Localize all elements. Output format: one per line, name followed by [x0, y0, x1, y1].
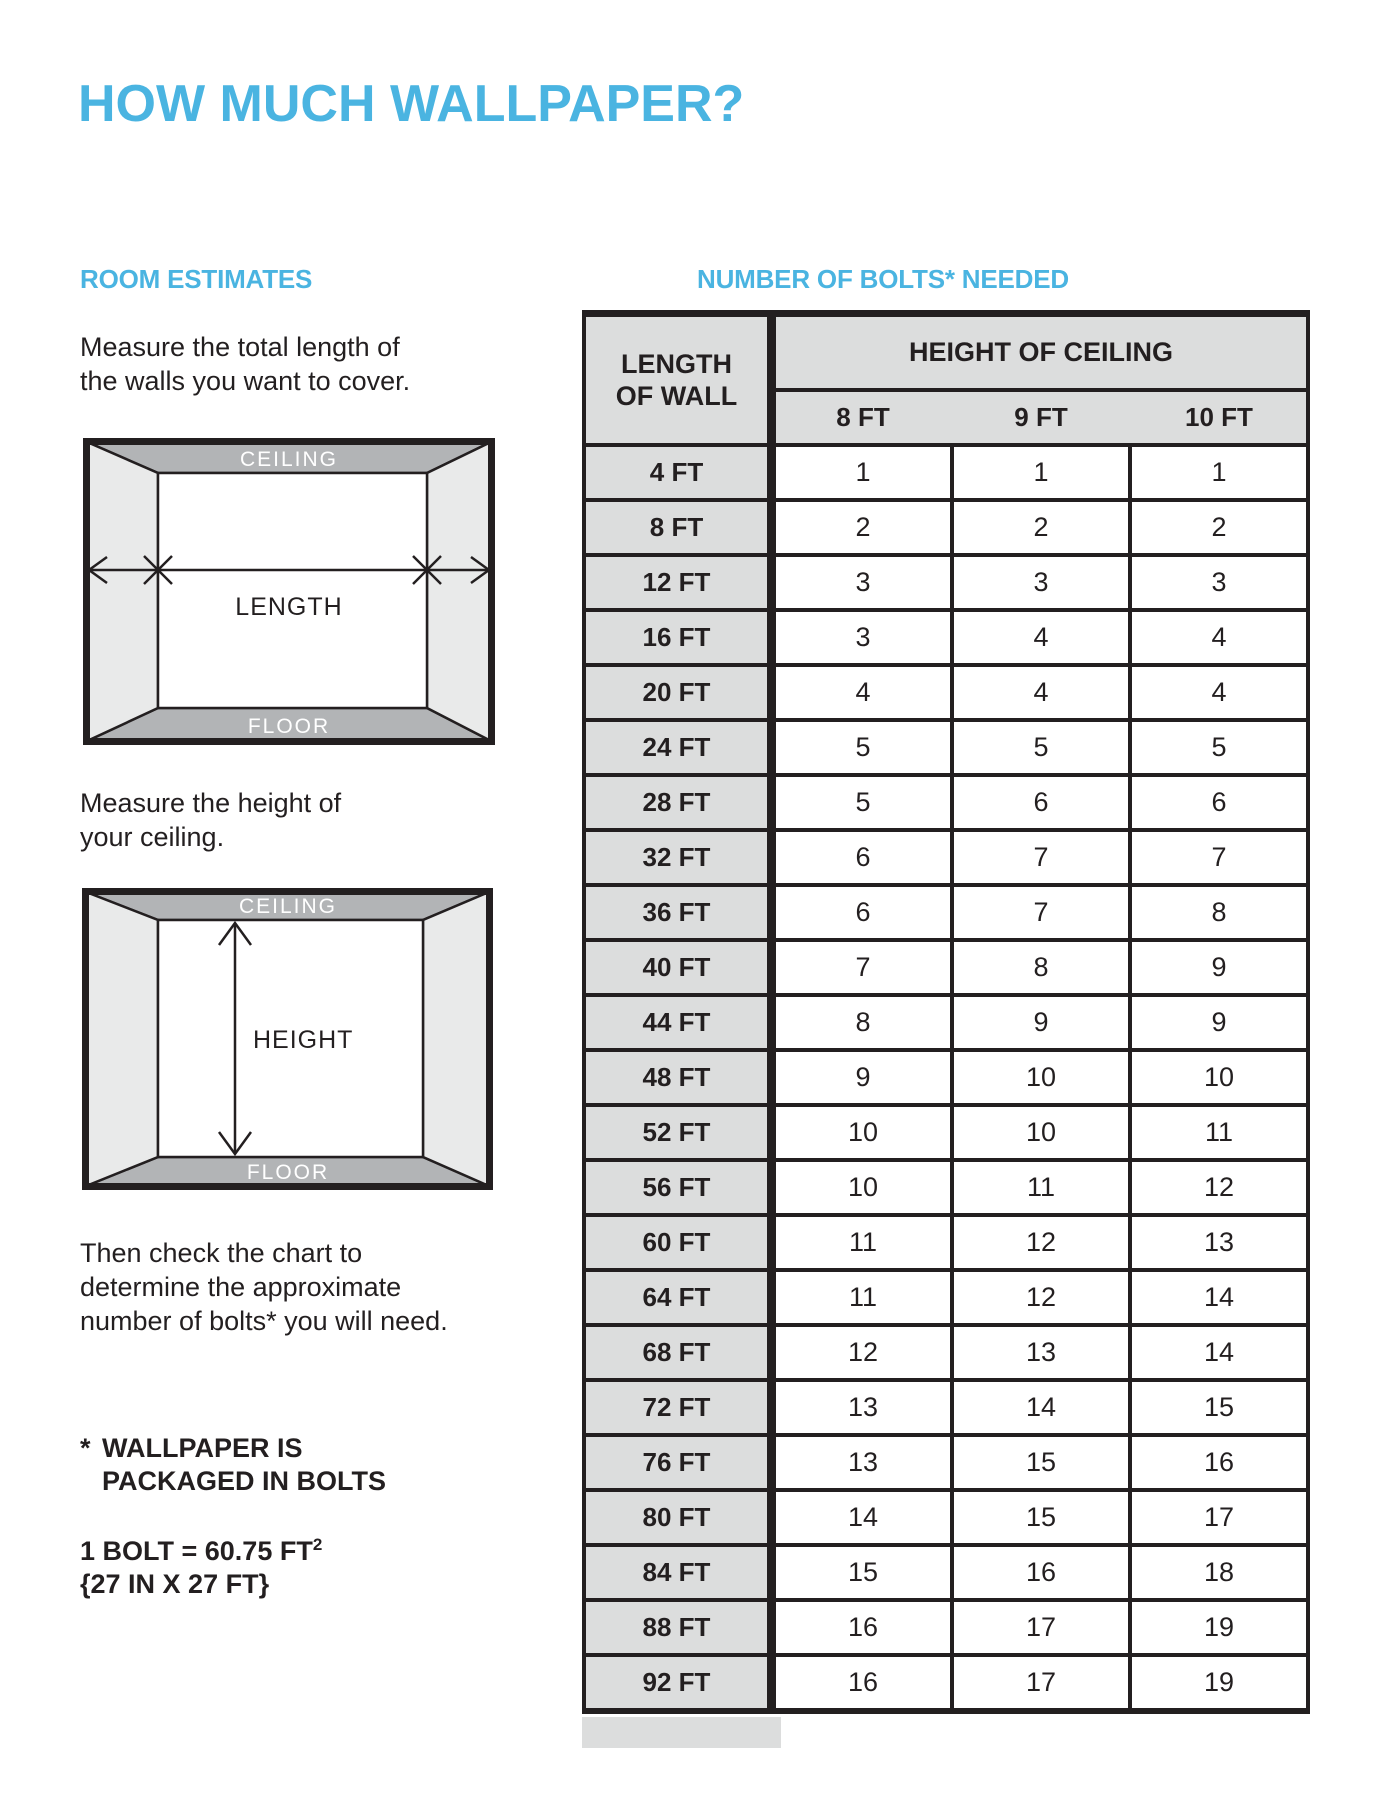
paragraph-line: number of bolts* you will need.: [80, 1306, 448, 1336]
row-label: 88 FT: [586, 1602, 772, 1653]
row-label: 64 FT: [586, 1272, 772, 1323]
table-cell: 14: [776, 1492, 950, 1543]
page-title: HOW MUCH WALLPAPER?: [78, 75, 745, 133]
table-cell: 3: [1132, 557, 1306, 608]
row-label: 80 FT: [586, 1492, 772, 1543]
table-cell: 15: [954, 1437, 1128, 1488]
row-label: 28 FT: [586, 777, 772, 828]
table-cell: 3: [954, 557, 1128, 608]
table-cell: 15: [776, 1547, 950, 1598]
table-cell: 3: [776, 557, 950, 608]
table-cell: 10: [776, 1107, 950, 1158]
footnote-line: PACKAGED IN BOLTS: [102, 1466, 387, 1496]
row-label: 44 FT: [586, 997, 772, 1048]
table-cell: 14: [954, 1382, 1128, 1433]
row-label: 84 FT: [586, 1547, 772, 1598]
table-cell: 17: [954, 1657, 1128, 1708]
table-cell: 3: [776, 612, 950, 663]
row-label: 48 FT: [586, 1052, 772, 1103]
table-cell: 14: [1132, 1327, 1306, 1378]
table-cell: 13: [1132, 1217, 1306, 1268]
paragraph-line: Measure the height of: [80, 788, 342, 818]
table-cell: 7: [776, 942, 950, 993]
length-label: LENGTH: [235, 593, 343, 621]
column-header: 8 FT: [776, 392, 950, 443]
table-cell: 1: [954, 447, 1128, 498]
table-cell: 8: [776, 997, 950, 1048]
row-label: 92 FT: [586, 1657, 772, 1708]
wallpaper-footnote: [80, 1432, 386, 1498]
table-cell: 10: [776, 1162, 950, 1213]
bolt-equation: 1 BOLT = 60.75 $FT^2$: [80, 1535, 323, 1566]
table-cell: 16: [776, 1602, 950, 1653]
ceiling-label: CEILING: [239, 448, 339, 471]
left-wall: [86, 892, 158, 1186]
table-cell: 8: [1132, 887, 1306, 938]
table-cell: 7: [954, 887, 1128, 938]
table-cell: 2: [954, 502, 1128, 553]
table-cell: 10: [954, 1107, 1128, 1158]
table-cell: 1: [1132, 447, 1306, 498]
back-wall: [158, 473, 427, 708]
table-cell: 13: [954, 1327, 1128, 1378]
table-cell: 4: [954, 667, 1128, 718]
table-corner-header: LENGTH OF WALL: [586, 317, 772, 443]
table-cell: 5: [776, 722, 950, 773]
row-label: 60 FT: [586, 1217, 772, 1268]
table-cell: 6: [776, 832, 950, 883]
table-cell: 12: [954, 1217, 1128, 1268]
table-cell: 11: [1132, 1107, 1306, 1158]
table-cell: 5: [954, 722, 1128, 773]
right-wall: [427, 442, 491, 741]
column-headers-row: [776, 392, 1306, 443]
ceiling-label: CEILING: [238, 895, 338, 918]
table-cell: 1: [776, 447, 950, 498]
height-room-diagram: [82, 888, 493, 1190]
table-cell: 15: [1132, 1382, 1306, 1433]
left-wall: [87, 442, 158, 741]
bolt-size-info: [80, 1528, 322, 1601]
paragraph-line: Measure the total length of: [80, 332, 400, 362]
row-label: 56 FT: [586, 1162, 772, 1213]
height-label: HEIGHT: [253, 1026, 354, 1054]
table-cell: 6: [1132, 777, 1306, 828]
table-cell: 4: [1132, 612, 1306, 663]
table-cell: 10: [954, 1052, 1128, 1103]
instruction-height-paragraph: [80, 786, 341, 854]
table-cell: 13: [776, 1437, 950, 1488]
table-cell: 5: [776, 777, 950, 828]
right-wall: [423, 892, 489, 1186]
bolt-dimensions: {27 IN X 27 FT}: [80, 1569, 270, 1599]
ceiling-height-header: HEIGHT OF CEILING: [776, 317, 1306, 388]
squared-superscript: 2: [312, 1535, 323, 1554]
table-cell: 7: [954, 832, 1128, 883]
table-cell: 2: [1132, 502, 1306, 553]
table-cell: 18: [1132, 1547, 1306, 1598]
table-cell: 4: [776, 667, 950, 718]
paragraph-line: the walls you want to cover.: [80, 366, 411, 396]
table-cell: 11: [776, 1272, 950, 1323]
row-label: 12 FT: [586, 557, 772, 608]
table-cell: 12: [776, 1327, 950, 1378]
row-label: 16 FT: [586, 612, 772, 663]
floor-label: FLOOR: [247, 715, 331, 738]
table-cell: 13: [776, 1382, 950, 1433]
row-label: 40 FT: [586, 942, 772, 993]
footnote-text: [102, 1432, 386, 1498]
row-label: 68 FT: [586, 1327, 772, 1378]
table-cell: 16: [1132, 1437, 1306, 1488]
paragraph-line: determine the approximate: [80, 1272, 402, 1302]
row-label: 76 FT: [586, 1437, 772, 1488]
table-cell: 19: [1132, 1602, 1306, 1653]
table-footer-strip: [582, 1717, 781, 1748]
table-cell: 10: [1132, 1052, 1306, 1103]
row-label: 24 FT: [586, 722, 772, 773]
row-label: 36 FT: [586, 887, 772, 938]
table-cell: 5: [1132, 722, 1306, 773]
table-cell: 9: [954, 997, 1128, 1048]
footnote-line: WALLPAPER IS: [102, 1433, 303, 1463]
instruction-length-paragraph: [80, 330, 410, 398]
footnote-asterisk: *: [80, 1433, 91, 1463]
table-cell: 7: [1132, 832, 1306, 883]
row-label: 52 FT: [586, 1107, 772, 1158]
table-cell: 4: [1132, 667, 1306, 718]
row-label: 8 FT: [586, 502, 772, 553]
length-room-diagram: [83, 438, 495, 745]
table-cell: 19: [1132, 1657, 1306, 1708]
table-cell: 12: [1132, 1162, 1306, 1213]
room-estimates-heading: ROOM ESTIMATES: [80, 264, 313, 294]
table-cell: 17: [1132, 1492, 1306, 1543]
table-cell: 2: [776, 502, 950, 553]
bolts-needed-heading: NUMBER OF BOLTS* NEEDED: [697, 264, 1069, 294]
table-cell: 6: [776, 887, 950, 938]
paragraph-line: your ceiling.: [80, 822, 225, 852]
table-cell: 9: [776, 1052, 950, 1103]
table-cell: 14: [1132, 1272, 1306, 1323]
table-cell: 15: [954, 1492, 1128, 1543]
table-cell: 4: [954, 612, 1128, 663]
table-cell: 8: [954, 942, 1128, 993]
table-cell: 12: [954, 1272, 1128, 1323]
table-cell: 6: [954, 777, 1128, 828]
column-header: 10 FT: [1132, 392, 1306, 443]
table-cell: 9: [1132, 997, 1306, 1048]
floor-label: FLOOR: [246, 1161, 330, 1184]
table-cell: 17: [954, 1602, 1128, 1653]
column-header: 9 FT: [954, 392, 1128, 443]
table-cell: 16: [776, 1657, 950, 1708]
table-cell: 9: [1132, 942, 1306, 993]
paragraph-line: Then check the chart to: [80, 1238, 363, 1268]
row-label: 4 FT: [586, 447, 772, 498]
table-cell: 11: [776, 1217, 950, 1268]
bolts-table-grid: [582, 310, 1310, 1714]
table-cell: 11: [954, 1162, 1128, 1213]
row-label: 32 FT: [586, 832, 772, 883]
instruction-chart-paragraph: [80, 1236, 448, 1338]
row-label: 20 FT: [586, 667, 772, 718]
row-label: 72 FT: [586, 1382, 772, 1433]
table-cell: 16: [954, 1547, 1128, 1598]
